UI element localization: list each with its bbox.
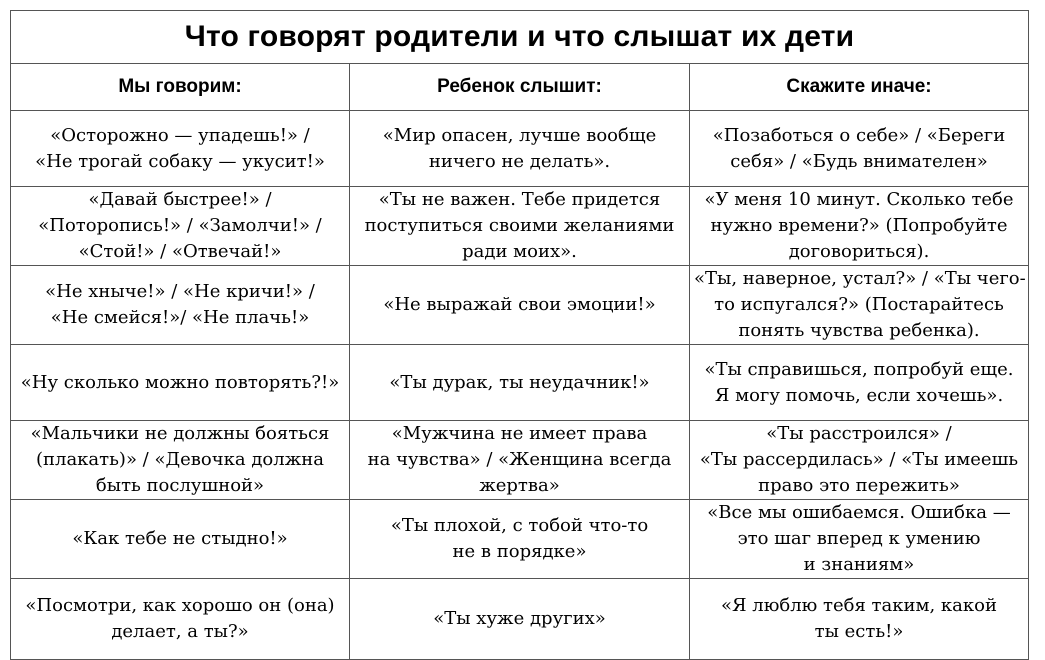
- cell-text-line: «Ты расстроился» /: [766, 423, 952, 444]
- cell-text-line: «Мужчина не имеет права: [391, 423, 648, 444]
- cell-text-line: «Я люблю тебя таким, какой: [720, 595, 997, 616]
- cell-text-line: «Ты рассердилась» / «Ты имеешь: [699, 449, 1019, 470]
- cell-text-line: «Как тебе не стыдно!»: [72, 528, 288, 549]
- comparison-table: [10, 10, 1029, 660]
- cell-text-line: право это пережить»: [758, 475, 960, 496]
- cell-we-say: [11, 345, 350, 421]
- cell-text-line: «Не трогай собаку — укусит!»: [35, 150, 325, 172]
- cell-we-say: [11, 500, 350, 579]
- cell-text-line: «Ты хуже других»: [433, 608, 606, 629]
- cell-child-hears: [350, 500, 690, 579]
- cell-say-otherwise: [690, 421, 1029, 500]
- table-row: [11, 187, 1029, 266]
- cell-text-line: «Ты дурак, ты неудачник!»: [389, 371, 650, 393]
- header-row: [11, 64, 1029, 111]
- cell-text-line: «Ты справишься, попробуй еще.: [704, 358, 1014, 380]
- cell-text-line: нужно времени?» (Попробуйте: [710, 215, 1008, 236]
- cell-say-otherwise: [690, 187, 1029, 266]
- cell-text-line: «Осторожно — упадешь!» /: [50, 124, 310, 146]
- table-title: Что говорят родители и что слышат их дети: [11, 11, 1029, 64]
- cell-text-line: «Давай быстрее!» /: [88, 189, 272, 210]
- cell-text-line: «Все мы ошибаемся. Ошибка —: [707, 502, 1011, 523]
- cell-text-line: то испугался?» (Постарайтесь: [714, 294, 1004, 315]
- header-child-hears: Ребенок слышит:: [350, 64, 690, 111]
- cell-text-line: жертва»: [479, 475, 560, 496]
- cell-text-line: «Не выражай свои эмоции!»: [383, 294, 656, 315]
- cell-text-line: «У меня 10 минут. Сколько тебе: [704, 189, 1014, 210]
- table-row: [11, 111, 1029, 187]
- cell-text-line: (плакать)» / «Девочка должна: [36, 449, 324, 470]
- cell-text-line: ради моих».: [462, 241, 577, 262]
- cell-text-line: быть послушной»: [95, 475, 265, 496]
- cell-text-line: договориться).: [788, 241, 930, 262]
- header-say-otherwise: Скажите иначе:: [690, 64, 1029, 111]
- cell-say-otherwise: [690, 266, 1029, 345]
- cell-child-hears: [350, 421, 690, 500]
- cell-text-line: ты есть!»: [814, 621, 904, 642]
- cell-text-line: Я могу помочь, если хочешь».: [714, 384, 1004, 406]
- cell-say-otherwise: [690, 111, 1029, 187]
- cell-text-line: и знаниям»: [803, 554, 915, 575]
- cell-text-line: «Ну сколько можно повторять?!»: [20, 371, 340, 393]
- cell-say-otherwise: [690, 579, 1029, 660]
- cell-text-line: поступиться своими желаниями: [364, 215, 675, 236]
- cell-child-hears: [350, 111, 690, 187]
- table-row: [11, 500, 1029, 579]
- cell-we-say: [11, 421, 350, 500]
- cell-child-hears: [350, 266, 690, 345]
- cell-text-line: себя» / «Будь внимателен»: [730, 150, 988, 172]
- table-row: [11, 421, 1029, 500]
- cell-say-otherwise: [690, 345, 1029, 421]
- cell-text-line: на чувства» / «Женщина всегда: [367, 449, 672, 470]
- cell-child-hears: [350, 187, 690, 266]
- cell-text-line: «Посмотри, как хорошо он (она): [25, 595, 335, 616]
- cell-we-say: [11, 579, 350, 660]
- cell-text-line: «Позаботься о себе» / «Береги: [712, 124, 1006, 146]
- cell-text-line: «Поторопись!» / «Замолчи!» /: [38, 215, 322, 236]
- header-we-say: Мы говорим:: [11, 64, 350, 111]
- cell-we-say: [11, 187, 350, 266]
- cell-text-line: ничего не делать».: [428, 150, 611, 172]
- cell-text-line: «Ты, наверное, устал?» / «Ты чего-: [694, 268, 1026, 289]
- cell-text-line: «Ты плохой, с тобой что-то: [390, 515, 649, 536]
- cell-text-line: понять чувства ребенка).: [738, 320, 980, 341]
- cell-text-line: «Не смейся!»/ «Не плачь!»: [50, 307, 310, 328]
- cell-text-line: «Не хныче!» / «Не кричи!» /: [45, 281, 315, 302]
- table-row: [11, 579, 1029, 660]
- cell-text-line: «Ты не важен. Тебе придется: [378, 189, 661, 210]
- cell-text-line: это шаг вперед к умению: [737, 528, 981, 549]
- table-row: [11, 266, 1029, 345]
- cell-we-say: [11, 111, 350, 187]
- table-row: [11, 345, 1029, 421]
- cell-text-line: «Мир опасен, лучше вообще: [382, 124, 657, 146]
- cell-text-line: не в порядке»: [452, 541, 587, 562]
- cell-text-line: делает, а ты?»: [111, 621, 249, 642]
- cell-text-line: «Мальчики не должны бояться: [30, 423, 330, 444]
- cell-we-say: [11, 266, 350, 345]
- cell-say-otherwise: [690, 500, 1029, 579]
- cell-child-hears: [350, 579, 690, 660]
- title-row: [11, 11, 1029, 64]
- cell-child-hears: [350, 345, 690, 421]
- cell-text-line: «Стой!» / «Отвечай!»: [78, 241, 282, 262]
